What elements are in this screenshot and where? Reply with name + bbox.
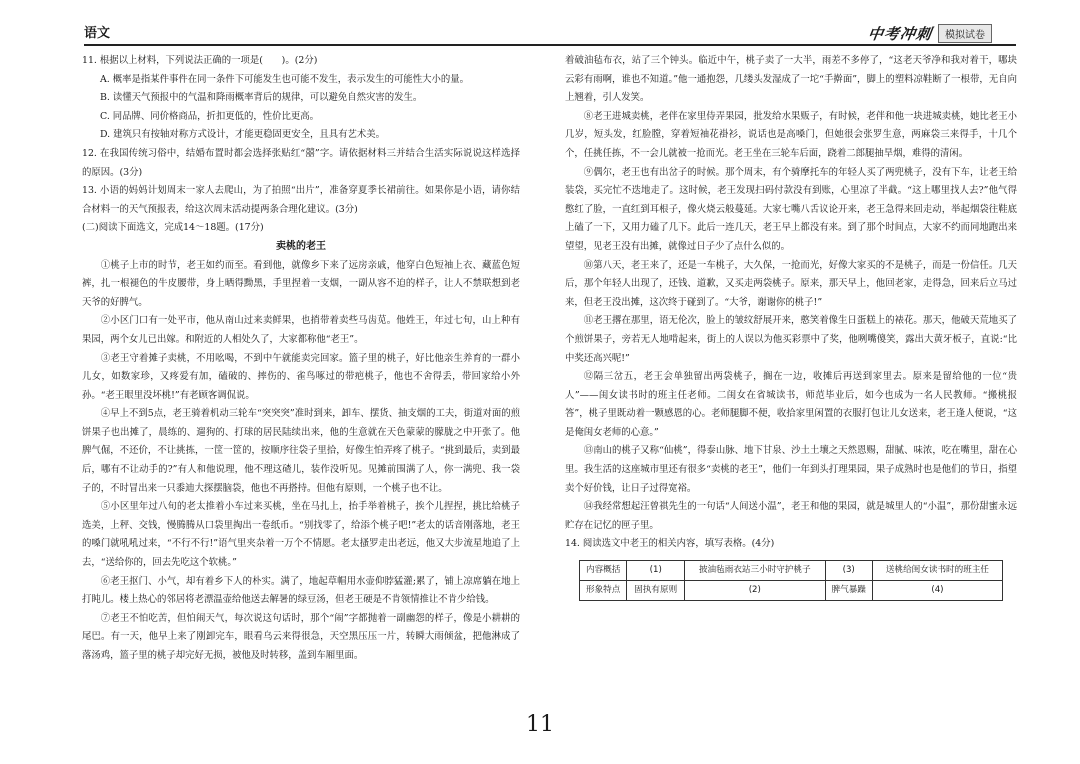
subject-label: 语文 [84, 26, 111, 41]
table-cell: 送桃给闺女读书时的班主任 [872, 561, 1002, 581]
question-12: 12. 在我国传统习俗中，结婚布置时都会选择张贴红“囍”字。请依据材料三并结合生活实际说说这样选择的原因。(3分) [82, 147, 520, 178]
table-cell[interactable]: (3) [825, 561, 872, 581]
article-title: 卖桃的老王 [276, 240, 326, 252]
paragraph-4: ④早上不到5点，老王骑着机动三轮车“突突突”准时到来，卸车、摆货、抽支烟的工夫，街道对面的煎饼果子也出摊了，晨练的、遛狗的、打球的居民陆续出来，他的生意就在天色蒙蒙的朦胧之中开张了。他脾气倔，不还价，不让挑拣，一筐一筐的，按顺序往袋子里拾，好像生怕弄疼了桃子。“挑到最后，卖到最后，哪有不让动手的?”有人和他说理，他不理这碴儿，装作没听见。见摊前围满了人，你一满兜、我一袋子的，不时冒出来一只黍迪大探摆脑袋，他也不再搭持。但他有原则，一个桃子也不让。 [82, 408, 520, 494]
q11-option-a: A. 概率是指某件事件在同一条件下可能发生也可能不发生，表示发生的可能性大小的量。 [100, 73, 469, 85]
brand-tag: 模拟试卷 [938, 24, 992, 43]
paragraph-9: ⑨偶尔，老王也有出岔子的时候。那个周末，有个骑摩托车的年轻人买了两兜桃子，没有下车，让老王给装袋，买完忙不迭地走了。这时候，老王发现扫码付款没有到账，心里凉了半截。“这上哪里找人去?”他气得憋红了脸，一直红到耳根子，像火烧云般蔓延。大家七嘴八舌议论开来，老王急得来回走动，举起烟袋往鞋底上磕了一下，又用力磕了几下。此后一连几天，老王早上都没有来。到了那个时间点，大家不约而同地跑出来望望，见老王没有出摊，就像过日子少了点什么似的。 [565, 166, 1017, 252]
right-column [565, 52, 1017, 601]
paragraph-11: ⑪老王撂在那里，语无伦次，脸上的皱纹舒展开来，憨笑着像生日蛋糕上的裱花。那天，他破天荒地买了个煎饼果子，旁若无人地啃起来，街上的人误以为他买彩票中了奖，他咧嘴傻笑，露出大黄牙板子，直说:“比中奖还高兴呢!” [565, 315, 1017, 364]
q11-option-c: C. 同品牌、同价格商品，折扣更低的，性价比更高。 [100, 110, 320, 122]
header-divider [84, 44, 1016, 46]
q14-answer-table [579, 560, 1003, 601]
paragraph-8: ⑧老王进城卖桃，老伴在家里侍弄果园，批发给水果贩子，有时候，老伴和他一块进城卖桃，她比老王小几岁，短头发，红脸膛，穿着短袖花褂衫，说话也是高嗓门，但她很会张罗生意，两麻袋三来得手，十几个个，任挑任拣，不一会儿就被一抢而光。老王坐在三轮车后面，跷着二郎腿抽旱烟，难得的清闲。 [565, 110, 1017, 159]
question-11: 11. 根据以上材料，下列说法正确的一项是( )。(2分) [82, 55, 318, 66]
paragraph-2: ②小区门口有一处平市，他从南山过来卖鲜果，也捎带着卖些马齿苋。他姓王，年过七旬，山上种有果园，两个女儿已出嫁。和附近的人相处久了，大家都称他“老王”。 [82, 315, 520, 345]
q11-option-b: B. 读懂天气预报中的气温和降雨概率背后的规律，可以避免自然灾害的发生。 [100, 92, 423, 104]
table-row [580, 581, 1003, 601]
table-cell: 固执有原则 [627, 581, 685, 601]
reading-section-heading: (二)阅读下面选文，完成14～18题。(17分) [82, 222, 264, 234]
table-cell[interactable]: (1) [627, 561, 685, 581]
paragraph-12: ⑫隔三岔五，老王会单独留出两袋桃子，搁在一边，收摊后再送到家里去。原来是留给他的一位“贵人”——闺女读书时的班主任老师。二闺女在省城读书，师范毕业后，如今也成为一名人民教师。“搬桃报答”，桃子里既动着一颗感恩的心。老师腿脚不便，收拾家里闲置的衣服打包让儿女送来，老王逢人便说，“这是俺闺女老师的心意。” [565, 371, 1017, 438]
table-cell[interactable]: (2) [685, 581, 825, 601]
table-cell: 形象特点 [580, 581, 627, 601]
page-number: 11 [526, 712, 554, 737]
paragraph-13: ⑬南山的桃子又称“仙桃”，得泰山脉、地下甘泉、沙土土壤之天然恩赐，甜腻、味浓，吃在嘴里，甜在心里。我生活的这座城市里还有很多“卖桃的老王”，他们一年到头打理果园，果子成熟时也是他们的节日，指望卖个好价钱，让日子过得宽裕。 [565, 445, 1017, 494]
table-cell: 披油毡雨衣站三小时守护桃子 [685, 561, 825, 581]
table-cell[interactable]: (4) [872, 581, 1002, 601]
paragraph-1: ①桃子上市的时节，老王如约而至。看到他，就像乡下来了远房亲戚，他穿白色短袖上衣、藏蓝色短裤，扎一根褪色的牛皮腰带，身上晒得黝黑，手里捏着一支烟，一副从容不迫的样子，让人不禁联想到老天爷的好脾气。 [82, 259, 520, 308]
q11-option-d: D. 建筑只有按轴对称方式设计，才能更稳固更安全，且具有艺术美。 [100, 129, 386, 141]
paragraph-7-continued: 着破油毡布衣，站了三个钟头。临近中午，桃子卖了一大半，雨差不多停了，“这老天爷净和我对着干，哪块云彩有雨啊，谁也不知道。”他一通抱怨，几缕头发湿成了一坨“手擀面”，脚上的塑料凉鞋断了一根带，无自向上翘着，引人发笑。 [565, 55, 1017, 104]
paragraph-6: ⑥老王抠门、小气，却有着乡下人的朴实。满了，地起草帽用水壶仰脖猛灌;累了，铺上凉席躺在地上打盹儿。楼上热心的邻居将老漂温壶给他送去解暑的绿豆汤，但老王硬是不肯领情推让不肯少给钱。 [82, 575, 520, 606]
table-cell: 脾气暴躁 [825, 581, 872, 601]
brand-logo: 中考冲刺 [866, 24, 934, 43]
paragraph-10: ⑩第八天，老王来了，还是一车桃子，大久保，一抢而光，好像大家买的不是桃子，而是一份信任。几天后，那个年轻人出现了，还钱、道歉，又买走两袋桃子。原来，那天早上，他回老家，走得急，回来后立马过来，但老王没出摊，这次终于碰到了。“大爷，谢谢你的桃子!” [565, 259, 1017, 308]
paragraph-3: ③老王守着摊子卖桃，不用吆喝，不到中午就能卖完回家。篮子里的桃子，好比他亲生养育的一群小儿女，如数家珍，又疼爱有加，磕破的、摔伤的、雀鸟啄过的带疤桃子，他也不舍得丢，带回家给小外孙。“老王眼里没坏桃!”有老顾客调侃说。 [82, 352, 520, 401]
paragraph-14: ⑭我经常想起汪曾祺先生的一句话“人间送小温”，老王和他的果园，就是城里人的“小温”，那份甜蜜永远贮存在记忆的匣子里。 [565, 501, 1017, 531]
left-column [82, 52, 520, 666]
brand-header [868, 20, 1016, 46]
paragraph-5: ⑤小区里年过八旬的老太推着小车过来买桃，坐在马扎上，抬手举着桃子，挨个儿捏捏，挑比给桃子选美，上秤、交钱，慢腾腾从口袋里掏出一卷纸币。“别找零了，给添个桃子吧!”老太的话音刚落地，老王的嗓门就吼吼过来，“不行不行!”语气里夹杂着一万个不情愿。老太搔罗走出老远，他又大步流星地追了上去，“送给你的，回去先吃这个软桃。” [82, 501, 520, 569]
question-13: 13. 小语的妈妈计划周末一家人去爬山，为了拍照“出片”，准备穿夏季长裙前往。如果你是小语，请你结合材料一的天气预报表，给这次周末活动提两条合理化建议。(3分) [82, 185, 520, 215]
table-row [580, 561, 1003, 581]
table-cell: 内容概括 [580, 561, 627, 581]
paragraph-7: ⑦老王不怕吃苦，但怕闹天气，每次说这句话时，那个“闹”字都抛着一副幽怨的样子，像是小耕耕的尾巴。有一天，他早上来了刚卸完车，眼看乌云来得很急，天空黑压压一片，转瞬大雨倾盆，把他淋成了落汤鸡，篮子里的桃子却完好无损，被他及时转移，盖到车厢里面。 [82, 612, 520, 661]
question-14: 14. 阅读选文中老王的相关内容，填写表格。(4分) [565, 538, 775, 550]
